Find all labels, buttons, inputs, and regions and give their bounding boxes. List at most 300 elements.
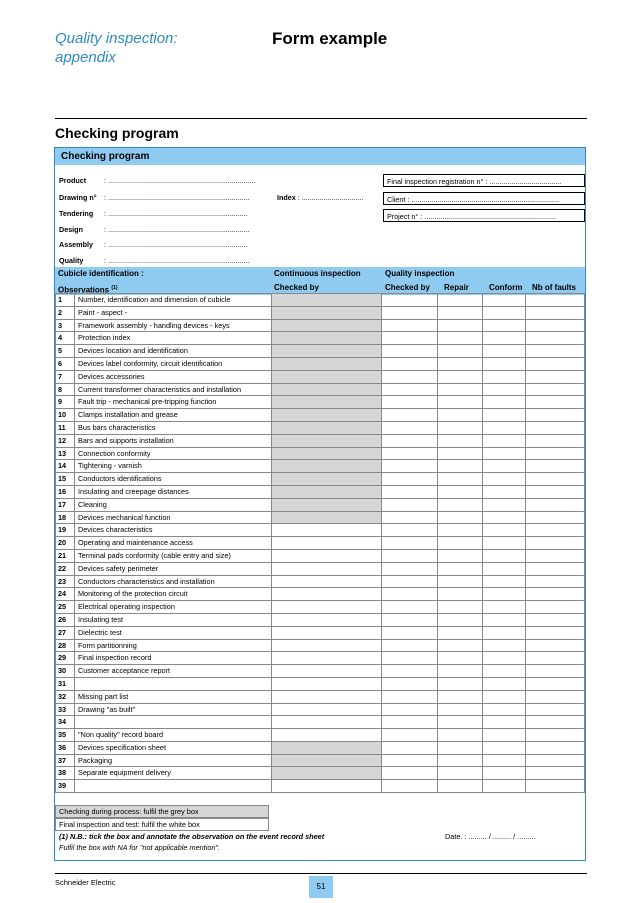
continuous-checked-by-cell[interactable] xyxy=(271,421,381,434)
table-row xyxy=(56,332,585,345)
nb-of-faults-cell[interactable] xyxy=(526,447,585,460)
table-row xyxy=(56,549,585,562)
quality-checked-by-cell[interactable] xyxy=(381,754,438,767)
row-number: 22 xyxy=(56,562,75,575)
quality-checked-by-cell[interactable] xyxy=(381,319,438,332)
quality-checked-by-cell[interactable] xyxy=(381,575,438,588)
cubicle-identification-header: Cubicle identification : xyxy=(58,269,144,278)
repair-cell[interactable] xyxy=(438,383,483,396)
row-number: 26 xyxy=(56,613,75,626)
row-number: 25 xyxy=(56,601,75,614)
nb-of-faults-cell[interactable] xyxy=(526,652,585,665)
quality-checked-by-cell[interactable] xyxy=(381,294,438,307)
nb-of-faults-cell[interactable] xyxy=(526,588,585,601)
table-row xyxy=(56,729,585,742)
continuous-checked-by-cell[interactable] xyxy=(271,588,381,601)
row-observation: Fault trip - mechanical pre-tripping function xyxy=(74,396,271,409)
row-number: 37 xyxy=(56,754,75,767)
repair-cell[interactable] xyxy=(438,677,483,690)
continuous-checked-by-cell[interactable] xyxy=(271,319,381,332)
conform-cell[interactable] xyxy=(483,754,526,767)
repair-cell[interactable] xyxy=(438,588,483,601)
conform-cell[interactable] xyxy=(483,562,526,575)
design-field[interactable]: : ....................................................................... xyxy=(104,225,250,234)
row-observation xyxy=(74,780,271,793)
repair-cell[interactable] xyxy=(438,332,483,345)
continuous-checked-by-cell[interactable] xyxy=(271,703,381,716)
row-observation: Cleaning xyxy=(74,498,271,511)
conform-cell[interactable] xyxy=(483,473,526,486)
repair-cell[interactable] xyxy=(438,741,483,754)
drawing-field[interactable]: : ....................................................................... xyxy=(104,193,250,202)
row-observation: Insulating and creepage distances xyxy=(74,485,271,498)
assembly-label: Assembly xyxy=(59,240,93,249)
continuous-checked-by-cell[interactable] xyxy=(271,370,381,383)
row-number: 17 xyxy=(56,498,75,511)
quality-checked-by-cell[interactable] xyxy=(381,396,438,409)
row-number: 20 xyxy=(56,537,75,550)
conform-cell[interactable] xyxy=(483,357,526,370)
continuous-checked-by-cell[interactable] xyxy=(271,639,381,652)
drawing-label: Drawing n° xyxy=(59,193,97,202)
nb-of-faults-cell[interactable] xyxy=(526,665,585,678)
table-row xyxy=(56,537,585,550)
table-row xyxy=(56,652,585,665)
conform-cell[interactable] xyxy=(483,396,526,409)
quality-checked-by-cell[interactable] xyxy=(381,639,438,652)
row-observation: Bars and supports installation xyxy=(74,434,271,447)
continuous-checked-by-cell[interactable] xyxy=(271,345,381,358)
row-observation: Devices characteristics xyxy=(74,524,271,537)
continuous-checked-by-cell[interactable] xyxy=(271,485,381,498)
continuous-checked-by-cell[interactable] xyxy=(271,537,381,550)
continuous-checked-by-cell[interactable] xyxy=(271,383,381,396)
product-field[interactable]: : .......................................................................... xyxy=(104,176,256,185)
observations-label: Observations xyxy=(58,285,110,295)
row-number: 38 xyxy=(56,767,75,780)
conform-cell[interactable] xyxy=(483,703,526,716)
nb-of-faults-cell[interactable] xyxy=(526,601,585,614)
row-number: 10 xyxy=(56,409,75,422)
continuous-checked-by-cell[interactable] xyxy=(271,780,381,793)
repair-cell[interactable] xyxy=(438,601,483,614)
quality-checked-by-cell[interactable] xyxy=(381,780,438,793)
row-number: 3 xyxy=(56,319,75,332)
conform-cell[interactable] xyxy=(483,780,526,793)
repair-cell[interactable] xyxy=(438,767,483,780)
repair-cell[interactable] xyxy=(438,498,483,511)
quality-checked-by-cell[interactable] xyxy=(381,665,438,678)
conform-cell[interactable] xyxy=(483,677,526,690)
conform-cell[interactable] xyxy=(483,626,526,639)
row-number: 27 xyxy=(56,626,75,639)
conform-cell[interactable] xyxy=(483,294,526,307)
table-row xyxy=(56,639,585,652)
repair-cell[interactable] xyxy=(438,511,483,524)
quality-checked-by-cell[interactable] xyxy=(381,537,438,550)
repair-cell[interactable] xyxy=(438,396,483,409)
continuous-checked-by-cell[interactable] xyxy=(271,652,381,665)
row-observation: Devices specification sheet xyxy=(74,741,271,754)
quality-checked-by-cell[interactable] xyxy=(381,498,438,511)
design-label: Design xyxy=(59,225,83,234)
nb-note-line1: (1) N.B.: tick the box and annotate the observation on the event record sheet xyxy=(59,832,325,841)
continuous-checked-by-cell[interactable] xyxy=(271,498,381,511)
conform-cell[interactable] xyxy=(483,716,526,729)
quality-checked-by-cell[interactable] xyxy=(381,677,438,690)
client-field[interactable]: Client : .......................................................................... xyxy=(383,192,585,205)
conform-cell[interactable] xyxy=(483,383,526,396)
nb-of-faults-cell[interactable] xyxy=(526,357,585,370)
nb-of-faults-cell[interactable] xyxy=(526,639,585,652)
quality-checked-by-cell[interactable] xyxy=(381,306,438,319)
nb-of-faults-cell[interactable] xyxy=(526,524,585,537)
conform-cell[interactable] xyxy=(483,421,526,434)
quality-checked-by-cell[interactable] xyxy=(381,460,438,473)
nb-of-faults-cell[interactable] xyxy=(526,332,585,345)
conform-cell[interactable] xyxy=(483,370,526,383)
continuous-checked-by-cell[interactable] xyxy=(271,754,381,767)
observations-footnote-mark: (1) xyxy=(111,285,118,291)
quality-checked-by-cell[interactable] xyxy=(381,588,438,601)
repair-cell[interactable] xyxy=(438,716,483,729)
nb-of-faults-cell[interactable] xyxy=(526,575,585,588)
continuous-checked-by-cell[interactable] xyxy=(271,434,381,447)
conform-cell[interactable] xyxy=(483,447,526,460)
row-number: 23 xyxy=(56,575,75,588)
row-number: 12 xyxy=(56,434,75,447)
row-number: 36 xyxy=(56,741,75,754)
continuous-checked-by-cell[interactable] xyxy=(271,357,381,370)
nb-of-faults-cell[interactable] xyxy=(526,421,585,434)
repair-cell[interactable] xyxy=(438,626,483,639)
conform-cell[interactable] xyxy=(483,652,526,665)
row-number: 9 xyxy=(56,396,75,409)
nb-of-faults-cell[interactable] xyxy=(526,562,585,575)
conform-cell[interactable] xyxy=(483,524,526,537)
repair-cell[interactable] xyxy=(438,562,483,575)
nb-of-faults-cell[interactable] xyxy=(526,434,585,447)
quality-checked-by-cell[interactable] xyxy=(381,690,438,703)
repair-cell[interactable] xyxy=(438,306,483,319)
continuous-checked-by-cell[interactable] xyxy=(271,473,381,486)
conform-cell[interactable] xyxy=(483,741,526,754)
continuous-checked-by-cell[interactable] xyxy=(271,511,381,524)
row-observation: Devices mechanical function xyxy=(74,511,271,524)
note-grey-box: Checking during process: fulfil the grey box xyxy=(55,805,269,818)
continuous-checked-by-cell[interactable] xyxy=(271,549,381,562)
tendering-field[interactable]: : ...................................................................... xyxy=(104,209,248,218)
continuous-checked-by-cell[interactable] xyxy=(271,332,381,345)
quality-checked-by-cell[interactable] xyxy=(381,729,438,742)
row-observation: Framework assembly - handling devices - keys xyxy=(74,319,271,332)
continuous-checked-by-cell[interactable] xyxy=(271,613,381,626)
quality-checked-by-cell[interactable] xyxy=(381,485,438,498)
repair-cell[interactable] xyxy=(438,434,483,447)
conform-cell[interactable] xyxy=(483,537,526,550)
conform-cell[interactable] xyxy=(483,460,526,473)
quality-checked-by-cell[interactable] xyxy=(381,549,438,562)
quality-checked-by-cell[interactable] xyxy=(381,767,438,780)
repair-cell[interactable] xyxy=(438,729,483,742)
repair-cell[interactable] xyxy=(438,537,483,550)
quality-checked-by-cell[interactable] xyxy=(381,447,438,460)
row-observation xyxy=(74,677,271,690)
nb-of-faults-cell[interactable] xyxy=(526,383,585,396)
table-row xyxy=(56,741,585,754)
repair-cell[interactable] xyxy=(438,665,483,678)
index-label: Index xyxy=(277,193,296,202)
table-row xyxy=(56,434,585,447)
repair-cell[interactable] xyxy=(438,690,483,703)
repair-cell[interactable] xyxy=(438,345,483,358)
nb-of-faults-cell[interactable] xyxy=(526,767,585,780)
quality-checked-by-cell[interactable] xyxy=(381,370,438,383)
conform-cell[interactable] xyxy=(483,319,526,332)
repair-cell[interactable] xyxy=(438,357,483,370)
note-white-box: Final inspection and test: fulfil the white box xyxy=(55,818,269,831)
repair-cell[interactable] xyxy=(438,524,483,537)
quality-checked-by-cell[interactable] xyxy=(381,473,438,486)
row-observation: Tightening - varnish xyxy=(74,460,271,473)
continuous-checked-by-cell[interactable] xyxy=(271,524,381,537)
repair-cell[interactable] xyxy=(438,613,483,626)
continuous-checked-by-header: Checked by xyxy=(274,283,319,292)
table-row xyxy=(56,716,585,729)
repair-cell[interactable] xyxy=(438,575,483,588)
continuous-checked-by-cell[interactable] xyxy=(271,601,381,614)
repair-cell[interactable] xyxy=(438,639,483,652)
repair-cell[interactable] xyxy=(438,780,483,793)
checking-program-form xyxy=(54,147,586,861)
row-number: 7 xyxy=(56,370,75,383)
quality-checked-by-cell[interactable] xyxy=(381,409,438,422)
quality-checked-by-cell[interactable] xyxy=(381,345,438,358)
nb-of-faults-cell[interactable] xyxy=(526,677,585,690)
row-observation: Insulating test xyxy=(74,613,271,626)
final-inspection-registration-field[interactable]: Final inspection registration n° : .................................... xyxy=(383,174,585,187)
conform-cell[interactable] xyxy=(483,511,526,524)
quality-line xyxy=(59,256,250,265)
nb-of-faults-cell[interactable] xyxy=(526,511,585,524)
row-number: 4 xyxy=(56,332,75,345)
row-number: 18 xyxy=(56,511,75,524)
repair-cell[interactable] xyxy=(438,485,483,498)
quality-checked-by-cell[interactable] xyxy=(381,357,438,370)
continuous-checked-by-cell[interactable] xyxy=(271,741,381,754)
repair-cell[interactable] xyxy=(438,294,483,307)
nb-of-faults-cell[interactable] xyxy=(526,485,585,498)
quality-checked-by-cell[interactable] xyxy=(381,421,438,434)
conform-cell[interactable] xyxy=(483,690,526,703)
quality-checked-by-cell[interactable] xyxy=(381,383,438,396)
repair-cell[interactable] xyxy=(438,754,483,767)
form-band-title: Checking program xyxy=(55,148,585,165)
row-observation: Conductors characteristics and installation xyxy=(74,575,271,588)
repair-cell[interactable] xyxy=(438,421,483,434)
continuous-checked-by-cell[interactable] xyxy=(271,626,381,639)
nb-of-faults-cell[interactable] xyxy=(526,537,585,550)
table-row xyxy=(56,780,585,793)
quality-checked-by-cell[interactable] xyxy=(381,562,438,575)
nb-of-faults-cell[interactable] xyxy=(526,370,585,383)
quality-checked-by-cell[interactable] xyxy=(381,524,438,537)
table-row xyxy=(56,421,585,434)
index-line xyxy=(277,193,364,202)
quality-checked-by-cell[interactable] xyxy=(381,434,438,447)
assembly-field[interactable]: : ...................................................................... xyxy=(104,240,248,249)
conform-cell[interactable] xyxy=(483,665,526,678)
conform-cell[interactable] xyxy=(483,588,526,601)
quality-field[interactable]: : ....................................................................... xyxy=(104,256,250,265)
nb-of-faults-cell[interactable] xyxy=(526,716,585,729)
product-line xyxy=(59,176,256,185)
repair-cell[interactable] xyxy=(438,409,483,422)
table-row xyxy=(56,562,585,575)
quality-checked-by-cell[interactable] xyxy=(381,716,438,729)
nb-of-faults-cell[interactable] xyxy=(526,690,585,703)
nb-of-faults-cell[interactable] xyxy=(526,754,585,767)
quality-checked-by-cell[interactable] xyxy=(381,626,438,639)
index-field[interactable]: : ............................... xyxy=(297,193,364,202)
row-number: 1 xyxy=(56,294,75,307)
repair-cell[interactable] xyxy=(438,319,483,332)
row-observation: Connection conformity xyxy=(74,447,271,460)
nb-of-faults-cell[interactable] xyxy=(526,729,585,742)
checking-table xyxy=(55,293,585,793)
continuous-checked-by-cell[interactable] xyxy=(271,665,381,678)
table-row xyxy=(56,767,585,780)
row-number: 39 xyxy=(56,780,75,793)
row-number: 30 xyxy=(56,665,75,678)
row-observation: Packaging xyxy=(74,754,271,767)
product-label: Product xyxy=(59,176,87,185)
conform-cell[interactable] xyxy=(483,332,526,345)
row-observation xyxy=(74,716,271,729)
row-observation: Dielectric test xyxy=(74,626,271,639)
continuous-checked-by-cell[interactable] xyxy=(271,767,381,780)
row-observation: Devices label conformity, circuit identification xyxy=(74,357,271,370)
continuous-checked-by-cell[interactable] xyxy=(271,575,381,588)
continuous-checked-by-cell[interactable] xyxy=(271,409,381,422)
nb-of-faults-cell[interactable] xyxy=(526,319,585,332)
conform-cell[interactable] xyxy=(483,575,526,588)
conform-cell[interactable] xyxy=(483,639,526,652)
conform-cell[interactable] xyxy=(483,613,526,626)
table-row xyxy=(56,396,585,409)
assembly-line xyxy=(59,240,248,249)
nb-of-faults-cell[interactable] xyxy=(526,780,585,793)
conform-cell[interactable] xyxy=(483,306,526,319)
nb-of-faults-cell[interactable] xyxy=(526,345,585,358)
table-row xyxy=(56,626,585,639)
row-number: 8 xyxy=(56,383,75,396)
quality-checked-by-cell[interactable] xyxy=(381,332,438,345)
nb-of-faults-cell[interactable] xyxy=(526,613,585,626)
nb-of-faults-cell[interactable] xyxy=(526,294,585,307)
table-row xyxy=(56,447,585,460)
continuous-checked-by-cell[interactable] xyxy=(271,294,381,307)
continuous-checked-by-cell[interactable] xyxy=(271,690,381,703)
table-row xyxy=(56,677,585,690)
conform-cell[interactable] xyxy=(483,729,526,742)
continuous-checked-by-cell[interactable] xyxy=(271,447,381,460)
conform-cell[interactable] xyxy=(483,767,526,780)
conform-cell[interactable] xyxy=(483,485,526,498)
table-row xyxy=(56,588,585,601)
continuous-checked-by-cell[interactable] xyxy=(271,729,381,742)
footer-rule xyxy=(55,873,587,874)
conform-cell[interactable] xyxy=(483,345,526,358)
nb-of-faults-cell[interactable] xyxy=(526,409,585,422)
row-observation: Monitoring of the protection circuit xyxy=(74,588,271,601)
date-field[interactable]: Date. : ......... / ......... / ......... xyxy=(445,832,536,841)
continuous-checked-by-cell[interactable] xyxy=(271,716,381,729)
repair-cell[interactable] xyxy=(438,473,483,486)
continuous-checked-by-cell[interactable] xyxy=(271,460,381,473)
nb-of-faults-cell[interactable] xyxy=(526,703,585,716)
header-left-line1: Quality inspection: xyxy=(55,30,178,47)
nb-of-faults-cell[interactable] xyxy=(526,396,585,409)
nb-of-faults-cell[interactable] xyxy=(526,460,585,473)
conform-cell[interactable] xyxy=(483,601,526,614)
table-row xyxy=(56,690,585,703)
repair-cell[interactable] xyxy=(438,652,483,665)
table-row xyxy=(56,319,585,332)
repair-cell[interactable] xyxy=(438,460,483,473)
repair-cell[interactable] xyxy=(438,447,483,460)
nb-of-faults-cell[interactable] xyxy=(526,473,585,486)
row-observation: Clamps installation and grease xyxy=(74,409,271,422)
tendering-label: Tendering xyxy=(59,209,94,218)
nb-of-faults-cell[interactable] xyxy=(526,306,585,319)
table-row xyxy=(56,601,585,614)
quality-checked-by-cell[interactable] xyxy=(381,613,438,626)
row-number: 14 xyxy=(56,460,75,473)
table-row xyxy=(56,460,585,473)
continuous-checked-by-cell[interactable] xyxy=(271,306,381,319)
conform-cell[interactable] xyxy=(483,409,526,422)
repair-cell[interactable] xyxy=(438,370,483,383)
nb-of-faults-cell[interactable] xyxy=(526,549,585,562)
quality-checked-by-cell[interactable] xyxy=(381,652,438,665)
conform-cell[interactable] xyxy=(483,549,526,562)
quality-checked-by-cell[interactable] xyxy=(381,703,438,716)
continuous-inspection-header: Continuous inspection xyxy=(274,269,361,278)
row-observation: Bus bars characteristics xyxy=(74,421,271,434)
project-field[interactable]: Project n° : .................................................................. xyxy=(383,209,585,222)
quality-checked-by-cell[interactable] xyxy=(381,511,438,524)
continuous-checked-by-cell[interactable] xyxy=(271,562,381,575)
row-observation: Devices location and identification xyxy=(74,345,271,358)
continuous-checked-by-cell[interactable] xyxy=(271,677,381,690)
repair-cell[interactable] xyxy=(438,703,483,716)
quality-checked-by-cell[interactable] xyxy=(381,601,438,614)
nb-of-faults-cell[interactable] xyxy=(526,626,585,639)
nb-of-faults-cell[interactable] xyxy=(526,498,585,511)
drawing-line xyxy=(59,193,250,202)
design-line xyxy=(59,225,250,234)
quality-checked-by-cell[interactable] xyxy=(381,741,438,754)
continuous-checked-by-cell[interactable] xyxy=(271,396,381,409)
conform-cell[interactable] xyxy=(483,498,526,511)
table-row xyxy=(56,613,585,626)
conform-cell[interactable] xyxy=(483,434,526,447)
nb-of-faults-cell[interactable] xyxy=(526,741,585,754)
header-left-line2: appendix xyxy=(55,49,116,66)
repair-cell[interactable] xyxy=(438,549,483,562)
table-row xyxy=(56,383,585,396)
